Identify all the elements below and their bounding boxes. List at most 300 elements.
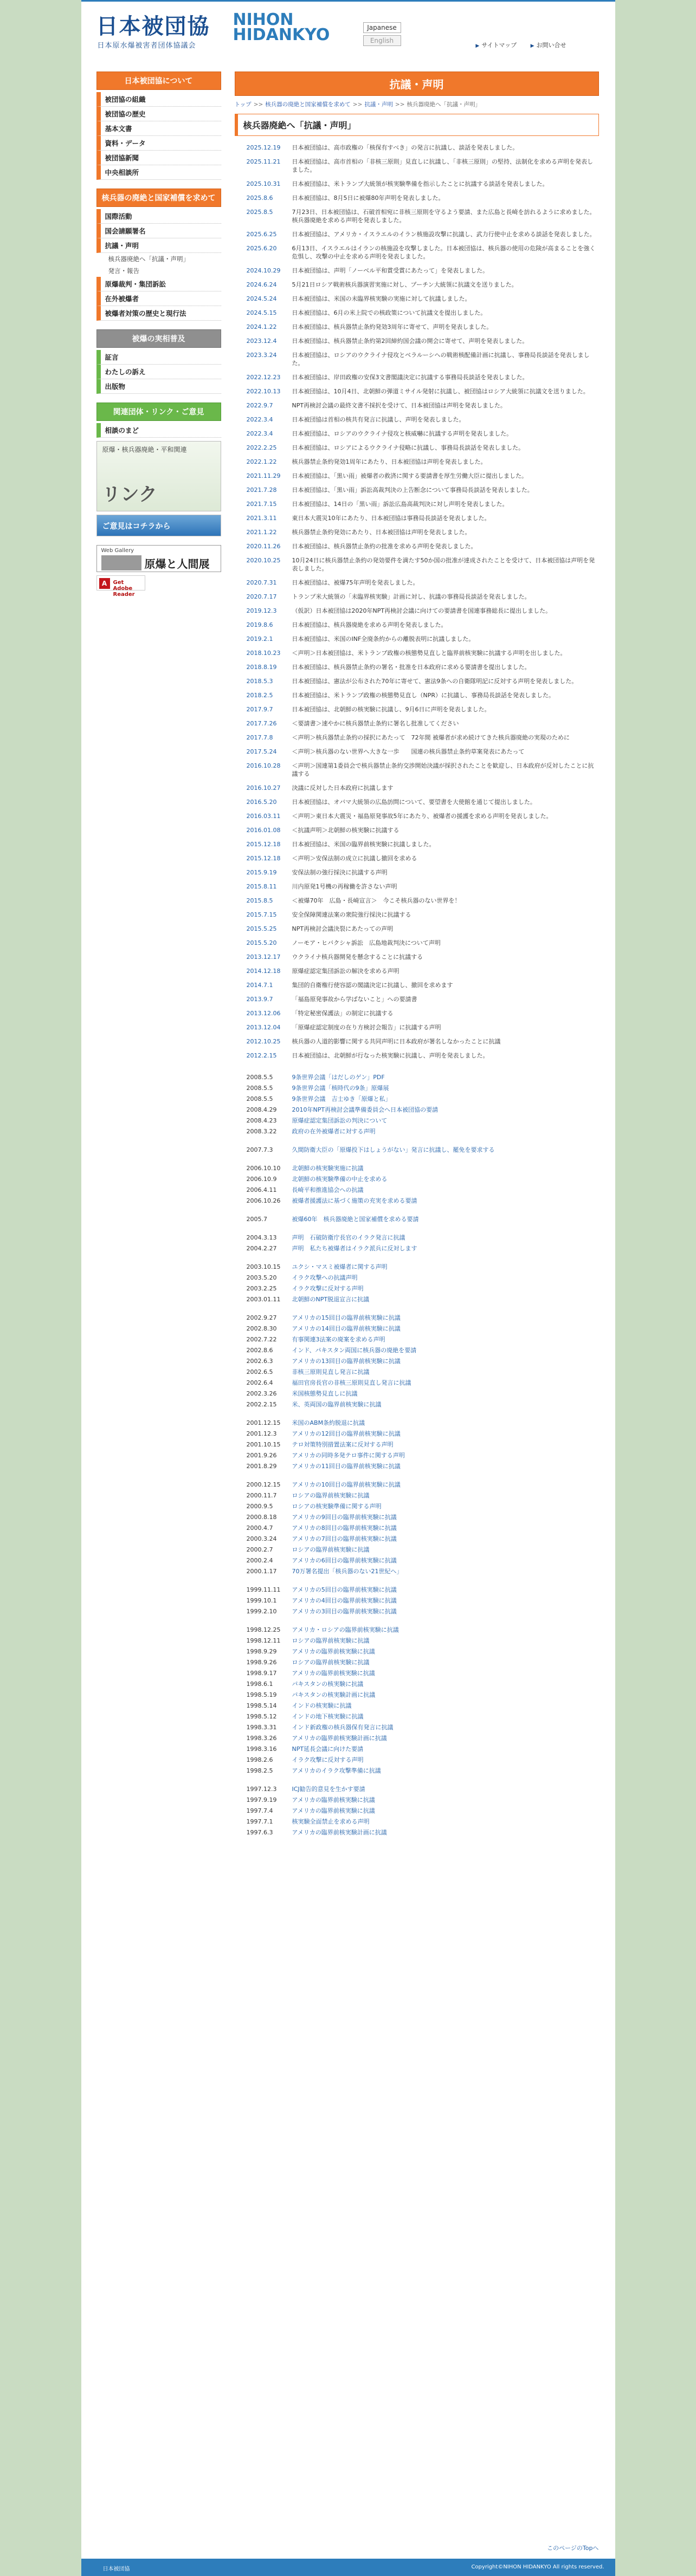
statement-title: ＜被爆70年 広島・長崎宣言＞ 今こそ核兵器のない世界を！ — [292, 897, 461, 904]
statement-date: 2001.9.26 — [246, 1452, 277, 1459]
statement-row — [247, 1295, 599, 1303]
year-spacer — [247, 1066, 599, 1073]
statement-row — [247, 1400, 599, 1409]
statement-date[interactable]: 2024.1.22 — [246, 323, 277, 330]
statement-date[interactable]: 2021.11.29 — [246, 472, 281, 479]
statement-title[interactable]: 米国核態勢見直しに抗議 — [292, 1390, 358, 1397]
statement-row — [247, 528, 599, 536]
year-spacer — [247, 1226, 599, 1234]
statement-title[interactable]: 9条世界会議 吉士ゆき「原爆と私」 — [292, 1095, 391, 1102]
statement-date: 2008.5.5 — [246, 1095, 273, 1102]
row-spacer — [247, 224, 599, 230]
statement-title: 集団的自衛権行使容認の閣議決定に抗議し、撤回を求めます — [292, 982, 453, 989]
row-spacer — [247, 601, 599, 607]
row-spacer — [247, 452, 599, 458]
statement-row — [247, 1368, 599, 1376]
statement-title[interactable]: NPT延長会議に向けた要請 — [292, 1746, 364, 1753]
statement-title[interactable]: アメリカの3回目の臨界前核実験に抗議 — [292, 1608, 397, 1615]
statement-date[interactable]: 2012.10.25 — [246, 1038, 281, 1045]
statement-title[interactable]: 非核三原則見直し発言に抗議 — [292, 1368, 370, 1375]
sidebar-heading-about: 日本被団協について — [96, 72, 221, 90]
statement-row — [247, 897, 599, 905]
statement-row — [247, 967, 599, 975]
statement-row — [247, 1095, 599, 1103]
back-to-top-link[interactable]: このページのTopへ — [547, 2545, 599, 2552]
sidebar-group-testimony — [96, 329, 221, 394]
statement-row — [247, 144, 599, 152]
sidebar-item-petition[interactable]: 国会請願署名 — [96, 224, 221, 238]
statement-title[interactable]: 北朝鮮のNPT脱退宣言に抗議 — [292, 1296, 370, 1303]
statement-title[interactable]: パキスタンの核実験に抗議 — [292, 1680, 364, 1688]
statement-row — [247, 1215, 599, 1223]
row-spacer — [247, 933, 599, 939]
statement-title[interactable]: アメリカの13回目の臨界前核実験に抗議 — [292, 1358, 401, 1365]
statement-row — [247, 208, 599, 224]
row-spacer — [247, 202, 599, 208]
statement-title[interactable]: アメリカの11回目の臨界前核実験に抗議 — [292, 1463, 401, 1470]
statement-row — [247, 953, 599, 961]
statement-title[interactable]: アメリカの8回目の臨界前核実験に抗議 — [292, 1524, 397, 1532]
statement-row — [247, 1186, 599, 1194]
statement-title[interactable]: パキスタンの核実験計画に抗議 — [292, 1691, 376, 1698]
statement-row — [247, 1524, 599, 1532]
row-spacer — [247, 367, 599, 373]
statement-date: 2003.01.11 — [246, 1296, 281, 1303]
row-spacer — [247, 1837, 599, 1839]
statement-row — [247, 1637, 599, 1645]
sitemap-link[interactable] — [475, 42, 517, 49]
statement-row — [247, 180, 599, 188]
row-spacer — [247, 643, 599, 649]
statement-date[interactable]: 2021.1.22 — [246, 529, 277, 536]
statement-title[interactable]: 政府の在外被爆者に対する声明 — [292, 1128, 376, 1135]
statement-date: 1998.2.6 — [246, 1756, 273, 1763]
statement-title: 決議に反対した日本政府に抗議します — [292, 784, 394, 791]
statement-row — [247, 748, 599, 756]
opinion-banner[interactable]: ご意見はコチラから — [96, 515, 221, 536]
statement-date[interactable]: 2013.12.04 — [246, 1024, 281, 1031]
statement-title[interactable]: ユクシ・マスミ被爆者に関する声明 — [292, 1263, 388, 1270]
statement-date: 2000.2.4 — [246, 1557, 273, 1564]
statement-title[interactable]: インド新政権の核兵器保有発言に抗議 — [292, 1724, 394, 1731]
statement-date: 2008.5.5 — [246, 1085, 273, 1092]
statement-title[interactable]: アメリカの臨界前核実験計画に抗議 — [292, 1829, 387, 1836]
statement-row — [247, 854, 599, 862]
statement-row — [247, 649, 599, 657]
statement-date[interactable]: 2018.2.5 — [246, 692, 273, 699]
logo-english: NIHON HIDANKYO — [233, 10, 330, 44]
statement-row — [247, 401, 599, 410]
statement-title: ＜声明＞核兵器のない世界へ大きな一歩 国連の核兵器禁止条約草案発表にあたって — [292, 748, 525, 755]
lang-english-button[interactable]: English — [363, 35, 401, 46]
statement-date: 1998.9.29 — [246, 1648, 277, 1655]
statement-date[interactable]: 2022.3.4 — [246, 416, 273, 423]
statement-title[interactable]: アメリカの9回目の臨界前核実験に抗議 — [292, 1514, 397, 1521]
statement-title[interactable]: アメリカの臨界前核実験に抗議 — [292, 1670, 375, 1677]
sidebar-subitem-statements[interactable]: 核兵器廃絶へ「抗議・声明」 — [108, 255, 189, 263]
statement-title[interactable]: アメリカの14回目の臨界前核実験に抗議 — [292, 1325, 401, 1332]
row-spacer — [247, 671, 599, 677]
statement-date[interactable]: 2021.3.11 — [246, 515, 277, 522]
statement-title: 10月24日に核兵器禁止条約の発効要件を満たす50か国の批准が達成されたことを受けて、日本被団協は声明を発表しました。 — [292, 557, 595, 572]
sidebar-item-appeal[interactable]: わたしの訴え — [96, 365, 221, 379]
site-logo[interactable] — [96, 9, 357, 58]
statement-title: 核兵器禁止条約発効1周年にあたり、日本被団協は声明を発表しました。 — [292, 458, 487, 465]
statement-date[interactable]: 2016.5.20 — [246, 799, 277, 806]
adobe-label: Get Adobe Reader — [113, 580, 135, 598]
statement-row — [247, 542, 599, 550]
row-spacer — [247, 424, 599, 430]
statement-row — [247, 798, 599, 806]
statement-title: ノーモア・ヒバクシャ訴訟 広島地裁判決について声明 — [292, 939, 441, 946]
adobe-reader-banner[interactable] — [96, 575, 145, 598]
row-spacer — [247, 152, 599, 158]
statement-row — [247, 244, 599, 261]
row-spacer — [247, 877, 599, 883]
statement-row — [247, 1546, 599, 1554]
statement-title[interactable]: アメリカの同時多発テロ事件に関する声明 — [292, 1452, 405, 1459]
statement-date[interactable]: 2019.8.6 — [246, 621, 273, 628]
statement-title[interactable]: アメリカの12回目の臨界前核実験に抗議 — [292, 1430, 401, 1437]
statement-row — [247, 1756, 599, 1764]
statement-title[interactable]: ロシアの臨界前核実験に抗議 — [292, 1492, 370, 1499]
statement-title[interactable]: 核実験全面禁止を求める声明 — [292, 1818, 370, 1825]
sidebar-item-window[interactable]: 相談のまど — [96, 423, 221, 438]
statement-title: NPT再検討会議の最終文書不採択を受けて、日本被団協は声明を発表しました。 — [292, 402, 506, 409]
sidebar-item-history[interactable]: 被団協の歴史 — [96, 107, 221, 121]
statement-date[interactable]: 2013.9.7 — [246, 996, 273, 1003]
language-switch — [363, 22, 401, 48]
statement-title[interactable]: アメリカの臨界前核実験計画に抗議 — [292, 1735, 387, 1742]
statement-row — [247, 1244, 599, 1253]
statement-row — [247, 995, 599, 1003]
year-spacer — [247, 1306, 599, 1314]
statement-row — [247, 1197, 599, 1205]
statement-title: ＜声明＞東日本大震災・福島原発事故5年にあたり、被爆者の援護を求める声明を発表しました。 — [292, 813, 552, 820]
statement-date[interactable]: 2021.7.15 — [246, 501, 277, 508]
links-banner[interactable] — [96, 441, 221, 511]
gallery-photo — [101, 555, 141, 570]
statement-title[interactable]: 米国のABM条約脱退に抗議 — [292, 1419, 365, 1426]
statement-title[interactable]: テロ対策特別措置法案に反対する声明 — [292, 1441, 394, 1448]
site-header — [81, 0, 615, 65]
gallery-banner[interactable] — [96, 545, 221, 572]
statement-row — [247, 444, 599, 452]
triangle-icon: ▶ — [475, 43, 480, 49]
row-spacer — [247, 947, 599, 953]
statement-date[interactable]: 2017.7.26 — [246, 720, 277, 727]
row-spacer — [247, 792, 599, 798]
lang-japanese-button[interactable]: Japanese — [363, 22, 401, 33]
statement-title: 核兵器禁止条約発効にあたり、日本被団協は声明を発表しました。 — [292, 529, 471, 536]
statement-row — [247, 387, 599, 395]
statement-title[interactable]: アメリカの臨界前核実験に抗議 — [292, 1648, 375, 1655]
statement-date[interactable]: 2020.7.31 — [246, 579, 277, 586]
statement-title[interactable]: 有事関連3法案の廃案を求める声明 — [292, 1336, 385, 1343]
statement-title: ＜声明＞核兵器禁止条約の採択にあたって 72年間 被爆者が求め続けてきた核兵器廃絶の実現のために — [292, 734, 570, 741]
statement-title: 日本被団協は、声明「ノーベル平和賞受賞にあたって」を発表しました。 — [292, 267, 489, 274]
sidebar-heading-abolition: 核兵器の廃絶と国家補償を求めて — [96, 189, 221, 207]
statement-title[interactable]: ICJ勧告的意見を生かす要請 — [292, 1786, 365, 1793]
statement-row — [247, 981, 599, 989]
statement-title[interactable]: 北朝鮮の核実験実施に抗議 — [292, 1165, 364, 1172]
statement-row — [247, 430, 599, 438]
statement-date[interactable]: 2025.6.25 — [246, 231, 277, 238]
statement-date[interactable]: 2017.9.7 — [246, 706, 273, 713]
sidebar-group-links — [96, 403, 221, 598]
statement-date[interactable]: 2017.5.24 — [246, 748, 277, 755]
statement-row — [247, 1626, 599, 1634]
statement-title[interactable]: アメリカの15回目の臨界前核実験に抗議 — [292, 1314, 401, 1321]
row-spacer — [247, 536, 599, 542]
statement-title: 6月13日、イスラエルはイランの核施設を攻撃しました。日本被団協は、核兵器の使用の危険が高まることを強く危惧し、攻撃の中止を求める声明を発表しました。 — [292, 245, 596, 260]
statement-date[interactable]: 2024.5.24 — [246, 295, 277, 302]
statement-date: 1999.11.11 — [246, 1586, 281, 1593]
statement-date: 2002.6.4 — [246, 1379, 273, 1386]
statement-date[interactable]: 2022.12.23 — [246, 374, 281, 381]
sidebar-item-testimony[interactable]: 証言 — [96, 350, 221, 365]
statement-date[interactable]: 2022.9.7 — [246, 402, 273, 409]
sidebar-item-international[interactable]: 国際活動 — [96, 209, 221, 224]
statement-row — [247, 883, 599, 891]
statement-date[interactable]: 2025.6.20 — [246, 245, 277, 252]
statement-date: 1998.3.31 — [246, 1724, 277, 1731]
statement-title[interactable]: ロシアの臨界前核実験に抗議 — [292, 1637, 370, 1644]
statement-row — [247, 337, 599, 345]
row-spacer — [247, 238, 599, 244]
statement-row — [247, 1535, 599, 1543]
sidebar-item-consultation[interactable]: 中央相談所 — [96, 165, 221, 180]
logo-japanese: 日本被団協 — [96, 14, 210, 39]
statement-row — [247, 1023, 599, 1031]
statement-date[interactable]: 2025.11.21 — [246, 158, 281, 165]
statement-date[interactable]: 2023.3.24 — [246, 352, 277, 359]
statement-date[interactable]: 2020.7.17 — [246, 593, 277, 600]
statement-title[interactable]: 福田官房長官の非核三原則見直し発言に抗議 — [292, 1379, 411, 1386]
statement-title: 安保法制の強行採決に抗議する声明 — [292, 869, 388, 876]
statement-date[interactable]: 2013.12.06 — [246, 1010, 281, 1017]
statement-date[interactable]: 2016.01.08 — [246, 827, 281, 834]
statement-date: 2008.4.29 — [246, 1106, 277, 1113]
gallery-banner-en: Web Gallery — [101, 548, 134, 554]
statement-title: 東日本大震災10年にあたり、日本被団協は事務局長談話を発表しました。 — [292, 515, 491, 522]
statement-row — [247, 1263, 599, 1271]
statement-date[interactable]: 2016.10.28 — [246, 762, 281, 769]
breadcrumb-statements[interactable]: 抗議・声明 — [364, 101, 393, 108]
statement-date[interactable]: 2020.11.26 — [246, 543, 281, 550]
statement-title[interactable]: イラク攻撃に反対する声明 — [292, 1285, 364, 1292]
statement-date[interactable]: 2015.12.18 — [246, 855, 281, 862]
statement-date[interactable]: 2015.8.5 — [246, 897, 273, 904]
sidebar-subitem-reports[interactable]: 発言・報告 — [108, 267, 139, 275]
statement-date[interactable]: 2023.12.4 — [246, 338, 277, 345]
statement-title[interactable]: アメリカの4回目の臨界前核実験に抗議 — [292, 1597, 397, 1604]
statement-title: 川内原発1号機の再稼働を許さない声明 — [292, 883, 397, 890]
statement-date[interactable]: 2014.7.1 — [246, 982, 273, 989]
links-banner-title: 原爆・核兵器廃絶・平和関連 — [102, 446, 187, 453]
statement-title[interactable]: 2010年NPT再検討会議準備委員会へ日本被団協の要請 — [292, 1106, 439, 1113]
statement-date: 1998.3.26 — [246, 1735, 277, 1742]
statement-row — [247, 416, 599, 424]
statement-date[interactable]: 2024.10.29 — [246, 267, 281, 274]
contact-link[interactable] — [531, 42, 566, 49]
sidebar-item-data[interactable]: 資料・データ — [96, 136, 221, 151]
statement-list — [235, 144, 599, 1839]
sidebar-item-basic-docs[interactable]: 基本文書 — [96, 121, 221, 136]
sidebar-item-lawsuits[interactable]: 原爆裁判・集団訴訟 — [96, 277, 221, 291]
statement-title[interactable]: 長崎平和推進協会への抗議 — [292, 1186, 364, 1193]
statement-title: 日本被団協は、米トランプ大統領が核実験準備を指示したことに抗議する談話を発表しました。 — [292, 180, 549, 187]
statement-date[interactable]: 2015.9.19 — [246, 869, 277, 876]
statement-row — [247, 1607, 599, 1615]
statement-date[interactable]: 2016.03.11 — [246, 813, 281, 820]
statement-date[interactable]: 2019.2.1 — [246, 635, 273, 643]
statement-date[interactable]: 2020.10.25 — [246, 557, 281, 564]
statement-title[interactable]: ロシアの臨界前核実験に抗議 — [292, 1659, 370, 1666]
sidebar-item-policy-history[interactable]: 被爆者対策の歴史と現行法 — [96, 306, 221, 321]
statement-title[interactable]: 声明 石破防衛庁長官のイラク発言に抗議 — [292, 1234, 405, 1241]
statement-title[interactable]: インドの核実験に抗議 — [292, 1702, 352, 1709]
statement-title: 日本被団協は、米国のINF全廃条約からの離脱表明に抗議しました。 — [292, 635, 475, 643]
statement-title[interactable]: アメリカのイラク攻撃準備に抗議 — [292, 1767, 381, 1774]
row-spacer — [247, 848, 599, 854]
statement-title[interactable]: アメリカの6回目の臨界前核実験に抗議 — [292, 1557, 397, 1564]
statement-date: 2002.6.5 — [246, 1368, 273, 1375]
statement-row — [247, 1481, 599, 1489]
statement-title[interactable]: アメリカ・ロシアの臨界前核実験に抗議 — [292, 1626, 399, 1633]
statement-title[interactable]: ロシアの核実験準備に関する声明 — [292, 1503, 382, 1510]
statement-row — [247, 1586, 599, 1594]
statement-title: 日本被団協は、「黒い雨」被爆者の救済に関する要請書を厚生労働大臣に提出しました。 — [292, 472, 527, 479]
sidebar-item-newspaper[interactable]: 被団協新聞 — [96, 151, 221, 165]
statement-row — [247, 1658, 599, 1666]
statement-date[interactable]: 2022.2.25 — [246, 444, 277, 451]
statement-row — [247, 1175, 599, 1183]
sidebar-item-organization[interactable]: 被団協の組織 — [96, 92, 221, 107]
statement-date[interactable]: 2018.8.19 — [246, 664, 277, 671]
statement-date[interactable]: 2012.2.15 — [246, 1052, 277, 1059]
spacer — [96, 540, 221, 545]
statement-date[interactable]: 2014.12.18 — [246, 968, 281, 975]
statement-title[interactable]: 声明 私たち被爆者はイラク派兵に反対します — [292, 1245, 417, 1252]
statement-title[interactable]: 米、英両国の臨界前核実験に抗議 — [292, 1401, 382, 1408]
statement-date[interactable]: 2015.5.20 — [246, 939, 277, 946]
statement-row — [247, 1796, 599, 1804]
statement-date: 1997.7.4 — [246, 1807, 273, 1814]
statement-date[interactable]: 2025.12.19 — [246, 144, 281, 151]
statement-date: 2001.8.29 — [246, 1463, 277, 1470]
breadcrumb-current: 核兵器廃絶へ「抗議・声明」 — [407, 101, 481, 108]
breadcrumb-abolition[interactable]: 核兵器の廃絶と国家補償を求めて — [265, 101, 351, 108]
statement-row — [247, 1106, 599, 1114]
statement-date[interactable]: 2015.5.25 — [246, 925, 277, 932]
statement-row — [247, 230, 599, 238]
statement-row — [247, 1828, 599, 1837]
statement-date[interactable]: 2025.8.6 — [246, 194, 273, 202]
statement-date[interactable]: 2015.12.18 — [246, 841, 281, 848]
statement-title[interactable]: アメリカの7回目の臨界前核実験に抗議 — [292, 1535, 397, 1542]
statement-date[interactable]: 2021.7.28 — [246, 486, 277, 494]
statement-date: 1998.9.26 — [246, 1659, 277, 1666]
statement-date[interactable]: 2018.10.23 — [246, 650, 281, 657]
footer-left: 日本被団協 — [102, 2566, 130, 2572]
statement-date: 1999.2.10 — [246, 1608, 277, 1615]
statement-date: 1998.5.19 — [246, 1691, 277, 1698]
statement-date: 1999.10.1 — [246, 1597, 277, 1604]
statement-date: 2007.7.3 — [246, 1146, 273, 1153]
statement-title[interactable]: アメリカの10回目の臨界前核実験に抗議 — [292, 1481, 401, 1488]
sidebar-item-statements[interactable]: 抗議・声明 — [96, 238, 221, 253]
statement-title[interactable]: ロシアの臨界前核実験に抗議 — [292, 1546, 370, 1553]
row-spacer — [247, 395, 599, 401]
statement-date[interactable]: 2017.7.8 — [246, 734, 273, 741]
statement-title[interactable]: アメリカの5回目の臨界前核実験に抗議 — [292, 1586, 397, 1593]
statement-title[interactable]: 9条世界会議「核時代の9条」原爆展 — [292, 1085, 389, 1092]
statement-row — [247, 1146, 599, 1154]
site-footer — [81, 2559, 615, 2576]
statement-title[interactable]: アメリカの臨界前核実験に抗議 — [292, 1807, 375, 1814]
statement-row — [247, 1502, 599, 1510]
statement-date[interactable]: 2025.8.5 — [246, 209, 273, 216]
statement-title[interactable]: アメリカの臨界前核実験に抗議 — [292, 1796, 375, 1803]
statement-date[interactable]: 2016.10.27 — [246, 784, 281, 791]
statement-title: 日本被団協は、8月5日に被爆80年声明を発表しました。 — [292, 194, 444, 202]
statement-date[interactable]: 2015.7.15 — [246, 911, 277, 918]
sidebar-item-publications[interactable]: 出版物 — [96, 379, 221, 394]
statement-title[interactable]: 9条世界会議「はだしのゲン」PDF — [292, 1074, 385, 1081]
statement-row — [247, 1164, 599, 1172]
statement-date[interactable]: 2024.6.24 — [246, 281, 277, 288]
statement-date[interactable]: 2019.12.3 — [246, 607, 277, 614]
statement-title[interactable]: イラク攻撃に反対する声明 — [292, 1756, 364, 1763]
statement-title[interactable]: 北朝鮮の核実験準備の中止を求める — [292, 1176, 388, 1183]
statement-title[interactable]: インドの地下核実験に抗議 — [292, 1713, 364, 1720]
statement-date: 1997.7.1 — [246, 1818, 273, 1825]
statement-title[interactable]: 原爆症認定集団訴訟の判決について — [292, 1117, 388, 1124]
breadcrumb-top[interactable]: トップ — [234, 101, 252, 108]
statement-date[interactable]: 2022.3.4 — [246, 430, 273, 437]
breadcrumb-sep: >> — [253, 101, 263, 108]
row-spacer — [247, 699, 599, 705]
sidebar-item-overseas[interactable]: 在外被爆者 — [96, 291, 221, 306]
statement-date[interactable]: 2024.5.15 — [246, 309, 277, 316]
statement-date[interactable]: 2025.10.31 — [246, 180, 281, 187]
statement-title: 日本被団協は、10月4日、北朝鮮の弾道ミサイル発射に抗議し、被団協はロシア大統領に抗議文を送りました。 — [292, 388, 589, 395]
statement-date[interactable]: 2022.1.22 — [246, 458, 277, 465]
breadcrumb-sep: >> — [352, 101, 363, 108]
statement-date[interactable]: 2022.10.13 — [246, 388, 281, 395]
statement-date[interactable]: 2018.5.3 — [246, 678, 273, 685]
year-spacer — [247, 1138, 599, 1146]
statement-title[interactable]: 被爆者援護法に基づく施策の充実を求める要請 — [292, 1197, 417, 1204]
statement-title[interactable]: 被爆60年 核兵器廃絶と国家補償を求める要請 — [292, 1216, 419, 1223]
statement-row — [247, 1441, 599, 1449]
statement-date: 2006.10.26 — [246, 1197, 281, 1204]
triangle-icon: ▶ — [530, 43, 534, 49]
statement-row — [247, 1491, 599, 1500]
statement-date: 1997.6.3 — [246, 1829, 273, 1836]
statement-date[interactable]: 2015.8.11 — [246, 883, 277, 890]
statement-title[interactable]: 70万署名提出「核兵器のない21世紀へ」 — [292, 1568, 403, 1575]
statement-date[interactable]: 2013.12.17 — [246, 953, 281, 961]
row-spacer — [247, 742, 599, 748]
statement-title[interactable]: イラク攻撃への抗議声明 — [292, 1274, 358, 1281]
row-spacer — [247, 550, 599, 556]
statement-title[interactable]: 久間防衛大臣の「原爆投下はしょうがない」発言に抗議し、罷免を要求する — [292, 1146, 495, 1153]
statement-title[interactable]: インド、パキスタン両国に核兵器の廃絶を要請 — [292, 1347, 417, 1354]
statement-date: 1998.2.5 — [246, 1767, 273, 1774]
row-spacer — [247, 713, 599, 719]
